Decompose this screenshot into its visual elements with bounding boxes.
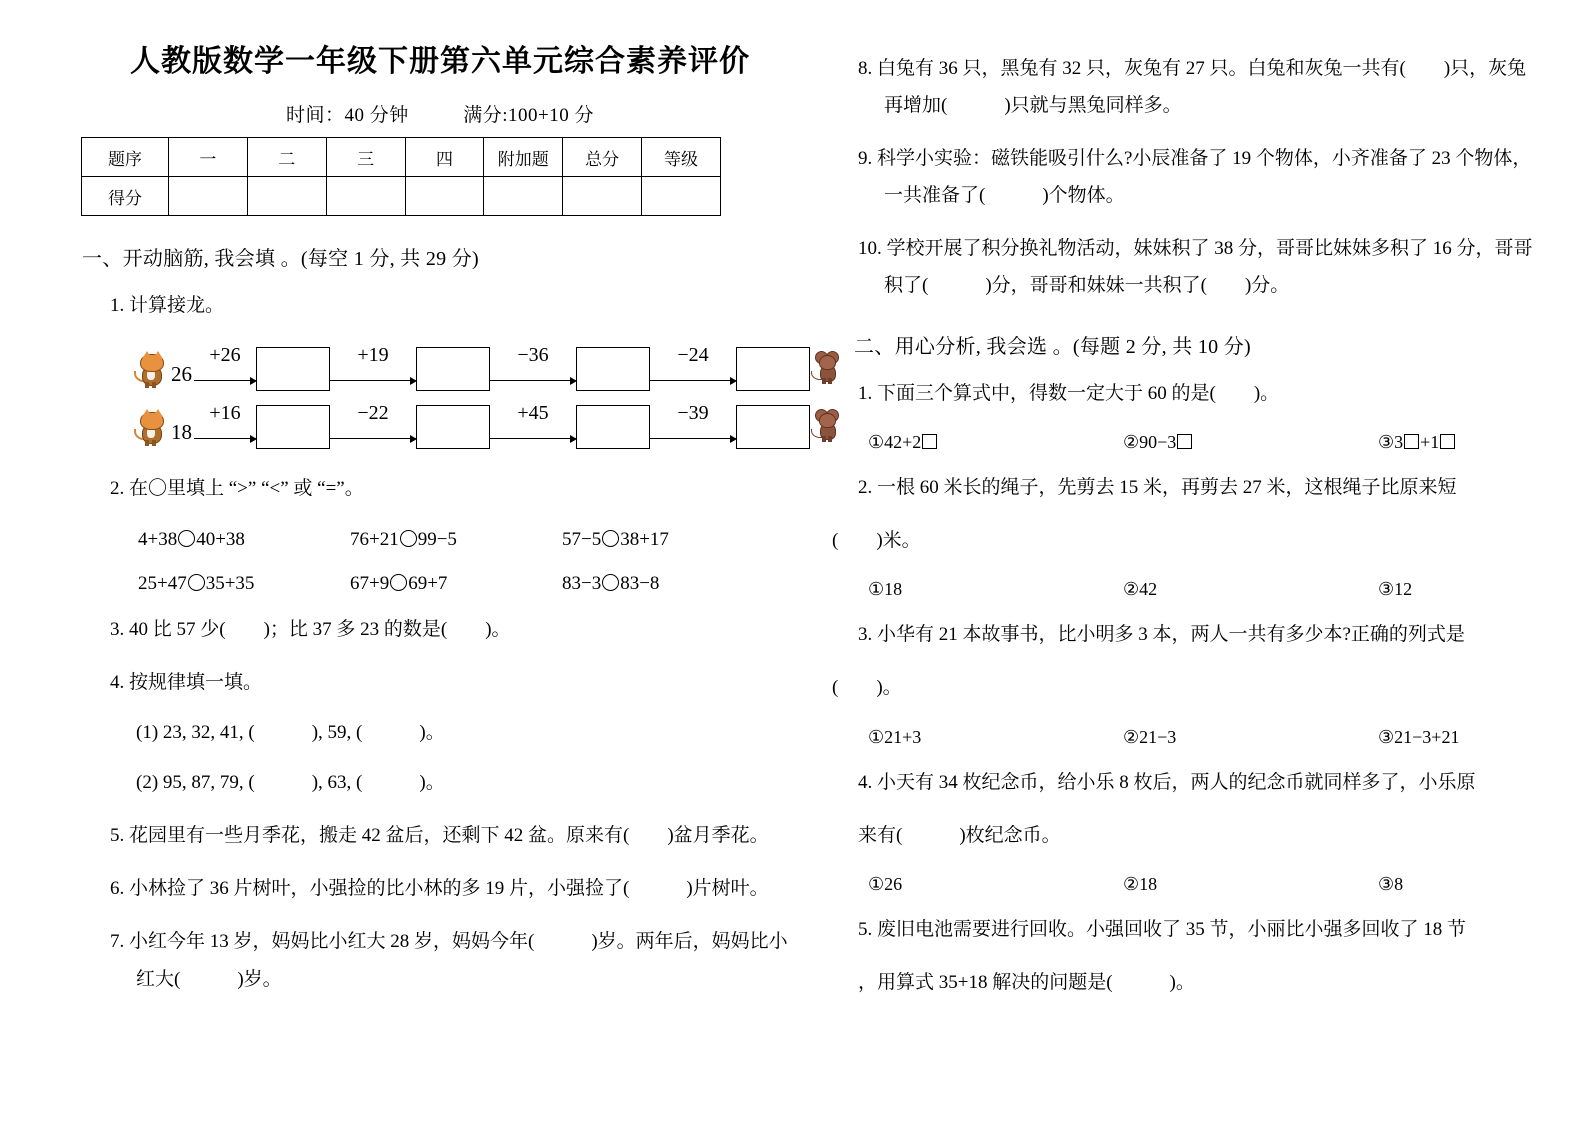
question-5[interactable]: 5. 花园里有一些月季花，搬走 42 盆后，还剩下 42 盆。原来有( )盆月季花。 bbox=[110, 825, 769, 847]
col-extra: 附加题 bbox=[484, 138, 563, 177]
section-2-heading: 二、用心分析, 我会选 。(每题 2 分, 共 10 分) bbox=[854, 336, 1252, 359]
cmp-left: 83−3 bbox=[562, 573, 602, 595]
score-cell-4[interactable] bbox=[405, 177, 484, 216]
mc-question-3-stem[interactable]: 3. 小华有 21 本故事书，比小明多 3 本，两人一共有多少本?正确的列式是 bbox=[858, 624, 1465, 646]
question-8[interactable]: 8. 白兔有 36 只，黑兔有 32 只，灰兔有 27 只。白兔和灰兔一共有( )只，灰兔再增加( )只就与黑兔同样多。 bbox=[858, 58, 1527, 117]
mouse-icon bbox=[810, 346, 848, 392]
option-text: 26 bbox=[884, 873, 903, 894]
option-2[interactable] bbox=[1123, 727, 1378, 748]
option-1[interactable] bbox=[868, 432, 1123, 453]
row-label-order: 题序 bbox=[82, 138, 169, 177]
table-row-scores bbox=[82, 177, 721, 216]
compare-circle[interactable] bbox=[390, 574, 407, 591]
blank-box-icon bbox=[922, 434, 937, 449]
option-marker: ② bbox=[1123, 579, 1140, 600]
option-text: 12 bbox=[1394, 579, 1413, 600]
chain-1-answer-box-4[interactable] bbox=[736, 347, 810, 391]
mc-question-4-stem[interactable]: 4. 小天有 34 枚纪念币，给小乐 8 枚后，两人的纪念币就同样多了，小乐原 bbox=[858, 771, 1476, 793]
score-cell-grade[interactable] bbox=[642, 177, 721, 216]
cmp-left: 67+9 bbox=[350, 573, 390, 595]
cmp-left: 4+38 bbox=[138, 529, 178, 551]
chain-2-answer-box-1[interactable] bbox=[256, 405, 330, 449]
compare-circle[interactable] bbox=[602, 530, 619, 547]
chain-1-op-4: −24 bbox=[650, 346, 736, 392]
section-1-heading: 一、开动脑筋, 我会填 。(每空 1 分, 共 29 分) bbox=[82, 248, 480, 270]
cmp-left: 57−5 bbox=[562, 529, 602, 551]
calculation-chain-diagram bbox=[132, 342, 796, 454]
blank-box-icon bbox=[1404, 434, 1419, 449]
comparison-item[interactable] bbox=[562, 529, 669, 551]
option-2[interactable] bbox=[1123, 432, 1378, 453]
chain-1-op-2: +19 bbox=[330, 346, 416, 392]
option-1[interactable] bbox=[868, 874, 1123, 895]
option-marker: ① bbox=[868, 579, 885, 600]
comparison-item[interactable] bbox=[138, 573, 350, 595]
option-text: 18 bbox=[884, 579, 903, 600]
option-text: 42 bbox=[1139, 579, 1158, 600]
score-table bbox=[81, 137, 721, 216]
option-text-2: +1 bbox=[1420, 432, 1440, 453]
blank-box-icon bbox=[1440, 434, 1455, 449]
comparison-row-2 bbox=[138, 573, 796, 595]
option-3[interactable] bbox=[1378, 432, 1456, 453]
mc-question-4-stem-line2[interactable]: 来有( )枚纪念币。 bbox=[858, 824, 1061, 846]
cat-icon bbox=[132, 404, 170, 450]
row-label-score: 得分 bbox=[82, 177, 169, 216]
question-2-label: 2. 在〇里填上 “>” “<” 或 “=”。 bbox=[110, 478, 364, 500]
option-3[interactable] bbox=[1378, 874, 1403, 895]
mc-question-3-options bbox=[868, 727, 1533, 748]
score-cell-2[interactable] bbox=[247, 177, 326, 216]
col-2: 二 bbox=[247, 138, 326, 177]
option-text: 21−3 bbox=[1139, 726, 1177, 747]
option-1[interactable] bbox=[868, 727, 1123, 748]
score-cell-3[interactable] bbox=[326, 177, 405, 216]
option-2[interactable] bbox=[1123, 579, 1378, 600]
cmp-right: 35+35 bbox=[205, 573, 255, 595]
comparison-item[interactable] bbox=[350, 529, 562, 551]
compare-circle[interactable] bbox=[178, 530, 195, 547]
mc-question-2-stem[interactable]: 2. 一根 60 米长的绳子，先剪去 15 米，再剪去 27 米，这根绳子比原来短 bbox=[858, 477, 1457, 499]
compare-circle[interactable] bbox=[602, 574, 619, 591]
chain-1-start: 26 bbox=[171, 362, 192, 387]
mouse-icon bbox=[810, 404, 848, 450]
comparison-item[interactable] bbox=[350, 573, 562, 595]
comparison-item[interactable] bbox=[562, 573, 659, 595]
option-1[interactable] bbox=[868, 579, 1123, 600]
blank-box-icon bbox=[1177, 434, 1192, 449]
question-4-item-1[interactable]: (1) 23, 32, 41, ( ), 59, ( )。 bbox=[136, 722, 445, 744]
option-marker: ③ bbox=[1378, 873, 1395, 894]
chain-2-op-2: −22 bbox=[330, 404, 416, 450]
chain-1-op-1: +26 bbox=[194, 346, 256, 392]
col-3: 三 bbox=[326, 138, 405, 177]
question-1-label: 1. 计算接龙。 bbox=[110, 295, 225, 316]
chain-2-answer-box-2[interactable] bbox=[416, 405, 490, 449]
mc-question-3-stem-line2[interactable]: ( )。 bbox=[832, 677, 902, 699]
question-3[interactable]: 3. 40 比 57 少( )；比 37 多 23 的数是( )。 bbox=[110, 619, 511, 641]
right-column bbox=[814, 14, 1563, 1121]
chain-row-2 bbox=[132, 400, 796, 454]
cmp-right: 99−5 bbox=[417, 529, 457, 551]
mc-question-2-options bbox=[868, 579, 1533, 600]
compare-circle[interactable] bbox=[400, 530, 417, 547]
option-text: 21+3 bbox=[884, 726, 922, 747]
score-cell-total[interactable] bbox=[563, 177, 642, 216]
mc-question-4-options bbox=[868, 874, 1533, 895]
question-9[interactable]: 9. 科学小实验：磁铁能吸引什么?小辰准备了 19 个物体，小齐准备了 23 个物体，一共准备了( )个物体。 bbox=[858, 148, 1532, 207]
cat-icon bbox=[132, 346, 170, 392]
chain-2-start: 18 bbox=[171, 420, 192, 445]
option-marker: ③ bbox=[1378, 432, 1395, 453]
score-cell-1[interactable] bbox=[169, 177, 248, 216]
option-marker: ② bbox=[1123, 726, 1140, 747]
chain-2-answer-box-4[interactable] bbox=[736, 405, 810, 449]
comparison-item[interactable] bbox=[138, 529, 350, 551]
option-3[interactable] bbox=[1378, 579, 1412, 600]
mc-question-2-stem-line2[interactable]: ( )米。 bbox=[832, 530, 921, 552]
option-2[interactable] bbox=[1123, 874, 1378, 895]
chain-1-answer-box-3[interactable] bbox=[576, 347, 650, 391]
option-marker: ② bbox=[1123, 432, 1140, 453]
option-marker: ③ bbox=[1378, 579, 1395, 600]
option-3[interactable] bbox=[1378, 727, 1459, 748]
chain-2-op-4: −39 bbox=[650, 404, 736, 450]
col-grade: 等级 bbox=[642, 138, 721, 177]
question-7[interactable]: 7. 小红今年 13 岁，妈妈比小红大 28 岁，妈妈今年( )岁。两年后，妈妈比小红大( )岁。 bbox=[110, 931, 788, 990]
chain-1-answer-box-2[interactable] bbox=[416, 347, 490, 391]
comparison-row-1 bbox=[138, 529, 796, 551]
col-4: 四 bbox=[405, 138, 484, 177]
time-label: 时间：40 分钟 bbox=[285, 105, 409, 126]
option-text: 3 bbox=[1394, 432, 1404, 453]
score-cell-extra[interactable] bbox=[484, 177, 563, 216]
question-10[interactable]: 10. 学校开展了积分换礼物活动，妹妹积了 38 分，哥哥比妹妹多积了 16 分，哥哥积了( )分，哥哥和妹妹一共积了( )分。 bbox=[858, 238, 1533, 297]
col-1: 一 bbox=[169, 138, 248, 177]
option-text: 90−3 bbox=[1139, 432, 1177, 453]
chain-row-1 bbox=[132, 342, 796, 396]
col-total: 总分 bbox=[563, 138, 642, 177]
option-marker: ① bbox=[868, 873, 885, 894]
left-column bbox=[24, 14, 814, 1121]
exam-meta bbox=[84, 100, 796, 127]
option-text: 21−3+21 bbox=[1394, 726, 1460, 747]
cmp-right: 83−8 bbox=[620, 573, 660, 595]
option-marker: ① bbox=[868, 726, 885, 747]
chain-2-op-1: +16 bbox=[194, 404, 256, 450]
cmp-left: 25+47 bbox=[138, 573, 187, 595]
score-label: 满分:100+10 分 bbox=[463, 105, 594, 126]
chain-2-answer-box-3[interactable] bbox=[576, 405, 650, 449]
page-title: 人教版数学一年级下册第六单元综合素养评价 bbox=[130, 45, 750, 78]
option-marker: ① bbox=[868, 432, 885, 453]
cmp-right: 69+7 bbox=[408, 573, 448, 595]
cmp-left: 76+21 bbox=[350, 529, 399, 551]
cmp-right: 40+38 bbox=[196, 529, 245, 551]
mc-question-5-stem-line2[interactable]: ，用算式 35+18 解决的问题是( )。 bbox=[858, 971, 1195, 993]
question-4-item-2[interactable]: (2) 95, 87, 79, ( ), 63, ( )。 bbox=[136, 772, 445, 794]
table-row-header bbox=[82, 138, 721, 177]
option-text: 8 bbox=[1394, 873, 1404, 894]
option-text: 42+2 bbox=[884, 432, 922, 453]
mc-question-1-stem[interactable]: 1. 下面三个算式中，得数一定大于 60 的是( )。 bbox=[858, 383, 1280, 405]
chain-1-op-3: −36 bbox=[490, 346, 576, 392]
chain-1-answer-box-1[interactable] bbox=[256, 347, 330, 391]
compare-circle[interactable] bbox=[188, 574, 205, 591]
chain-2-op-3: +45 bbox=[490, 404, 576, 450]
option-marker: ② bbox=[1123, 873, 1140, 894]
mc-question-1-options bbox=[868, 432, 1533, 453]
question-4-label: 4. 按规律填一填。 bbox=[110, 672, 263, 694]
mc-question-5-stem[interactable]: 5. 废旧电池需要进行回收。小强回收了 35 节，小丽比小强多回收了 18 节 bbox=[858, 918, 1467, 940]
option-marker: ③ bbox=[1378, 726, 1395, 747]
cmp-right: 38+17 bbox=[620, 529, 669, 551]
question-6[interactable]: 6. 小林捡了 36 片树叶，小强捡的比小林的多 19 片，小强捡了( )片树叶。 bbox=[110, 878, 769, 900]
option-text: 18 bbox=[1139, 873, 1158, 894]
